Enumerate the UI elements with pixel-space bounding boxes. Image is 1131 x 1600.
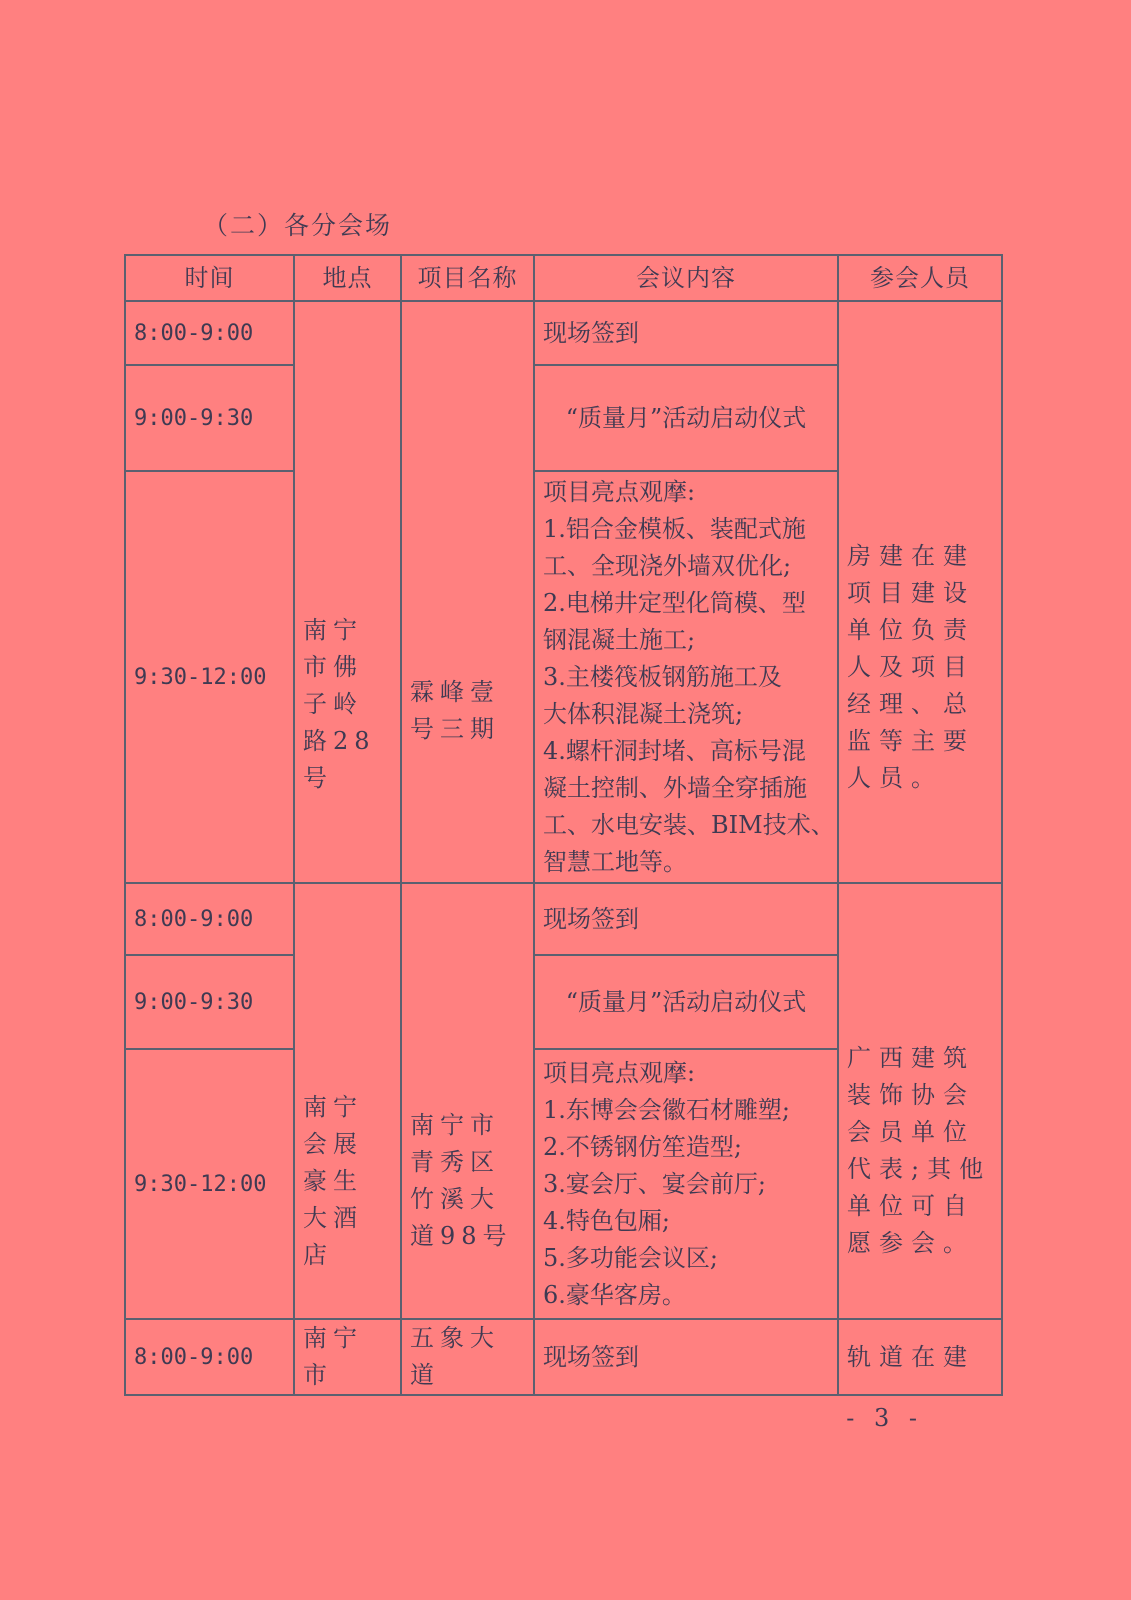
content-line: 凝土控制、外墙全穿插施 — [543, 773, 807, 802]
content-cell — [534, 1319, 838, 1395]
venue-schedule-table — [124, 254, 1003, 1396]
content-cell — [534, 1049, 838, 1319]
time-cell: 9:00-9:30 — [125, 365, 294, 471]
content-line: 2.不锈钢仿笙造型; — [543, 1132, 742, 1161]
content-line: 3.主楼筏板钢筋施工及 — [543, 662, 782, 691]
time-cell: 9:30-12:00 — [125, 1049, 294, 1319]
content-line: 3.宴会厅、宴会前厅; — [543, 1169, 766, 1198]
content-line: 智慧工地等。 — [543, 847, 687, 876]
content-line: “质量月”活动启动仪式 — [565, 403, 807, 432]
page-number: - 3 - — [846, 1404, 923, 1432]
content-cell — [534, 883, 838, 955]
time-cell: 8:00-9:00 — [125, 883, 294, 955]
content-cell — [534, 471, 838, 883]
project-cell — [401, 883, 534, 1319]
content-line: 现场签到 — [543, 318, 639, 347]
place-text: 南宁会展豪生大酒店 — [303, 1092, 363, 1269]
place-cell — [294, 1319, 401, 1395]
attendees-cell — [838, 1319, 1002, 1395]
time-cell: 8:00-9:00 — [125, 301, 294, 365]
place-text: 南宁市佛子岭路28号 — [303, 615, 376, 792]
content-line: 现场签到 — [543, 1342, 639, 1371]
content-line: 工、全现浇外墙双优化; — [543, 551, 792, 580]
attendees-text: 房建在建项目建设单位负责人及项目经理、总监等主要人员。 — [847, 541, 975, 792]
time-cell: 9:00-9:30 — [125, 955, 294, 1049]
header-project: 项目名称 — [401, 255, 534, 301]
table-row — [125, 883, 1002, 955]
project-text: 南宁市青秀区竹溪大道98号 — [410, 1111, 513, 1250]
content-line: 项目亮点观摩: — [543, 1058, 696, 1087]
content-line: 钢混凝土施工; — [543, 625, 696, 654]
project-cell — [401, 301, 534, 883]
attendees-text: 广西建筑装饰协会会员单位代表;其他单位可自愿参会。 — [847, 1044, 992, 1257]
header-content: 会议内容 — [534, 255, 838, 301]
place-text: 南宁市 — [303, 1324, 363, 1389]
content-line: 4.特色包厢; — [543, 1206, 670, 1235]
project-text: 五象大道 — [410, 1324, 500, 1389]
place-cell — [294, 883, 401, 1319]
content-line: 4.螺杆洞封堵、高标号混 — [543, 736, 806, 765]
table-row — [125, 1319, 1002, 1395]
project-text: 霖峰壹号三期 — [410, 678, 500, 743]
header-place: 地点 — [294, 255, 401, 301]
content-cell — [534, 301, 838, 365]
attendees-text: 轨道在建 — [847, 1342, 975, 1371]
content-line: 2.电梯井定型化筒模、型 — [543, 588, 806, 617]
content-line: 项目亮点观摩: — [543, 477, 696, 506]
content-line: 5.多功能会议区; — [543, 1243, 718, 1272]
attendees-cell — [838, 301, 1002, 883]
attendees-cell — [838, 883, 1002, 1319]
content-line: 1.东博会会徽石材雕塑; — [543, 1095, 790, 1124]
content-line: 6.豪华客房。 — [543, 1280, 686, 1309]
header-attendees: 参会人员 — [838, 255, 1002, 301]
table-row — [125, 301, 1002, 365]
section-title: （二）各分会场 — [203, 211, 393, 240]
header-time: 时间 — [125, 255, 294, 301]
time-cell: 8:00-9:00 — [125, 1319, 294, 1395]
content-line: 工、水电安装、BIM技术、 — [543, 810, 835, 839]
project-cell — [401, 1319, 534, 1395]
content-cell — [534, 955, 838, 1049]
place-cell — [294, 301, 401, 883]
content-line: 1.铝合金模板、装配式施 — [543, 514, 806, 543]
time-cell: 9:30-12:00 — [125, 471, 294, 883]
content-line: 大体积混凝土浇筑; — [543, 699, 744, 728]
content-line: 现场签到 — [543, 904, 639, 933]
content-line: “质量月”活动启动仪式 — [565, 987, 807, 1016]
content-cell — [534, 365, 838, 471]
